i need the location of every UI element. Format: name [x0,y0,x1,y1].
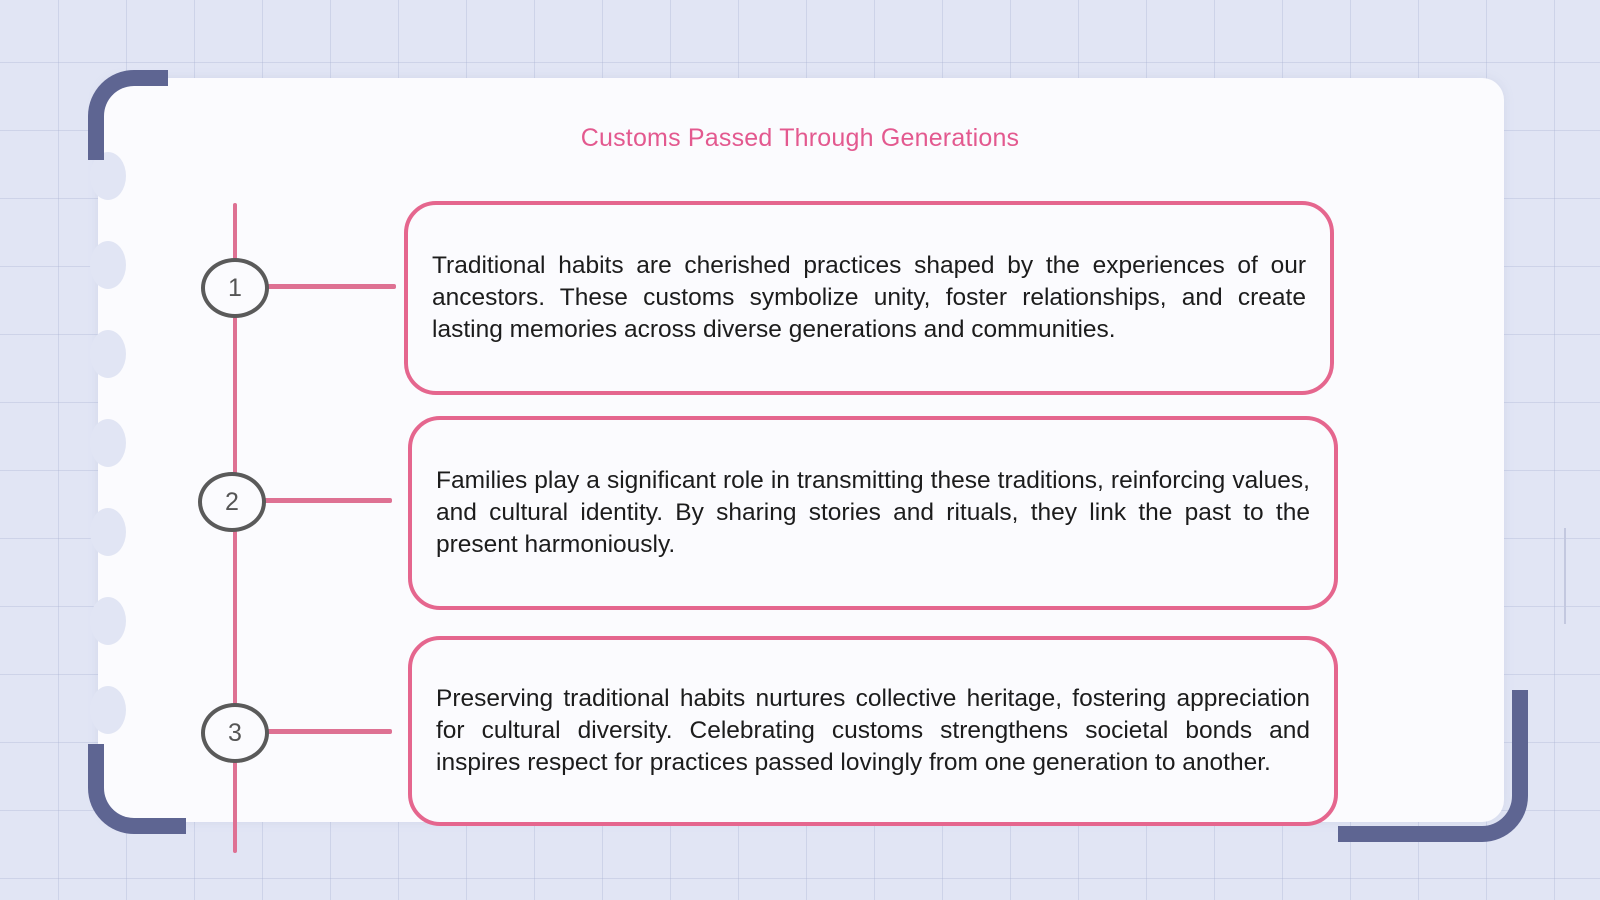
step-card-3 [408,636,1338,826]
step-number: 1 [228,273,242,302]
paper-scallop [90,330,126,378]
paper-scallop [90,419,126,467]
step-card-2 [408,416,1338,610]
step-connector [262,729,392,734]
step-circle-3 [201,703,269,763]
paper-scallop [90,241,126,289]
step-circle-1 [201,258,269,318]
step-text: Families play a significant role in transmitting these traditions, reinforcing values, and cultural identity. By sharing stories and rituals, they link the past to the present harmoniously. [436,467,1310,558]
slide-title: Customs Passed Through Generations [580,124,1020,152]
step-card-1 [404,201,1334,395]
step-number: 3 [228,718,242,747]
step-text: Traditional habits are cherished practices shaped by the experiences of our ancestors. These customs symbolize unity, foster relationships, and create lasting memories across diverse generations and communities. [432,252,1306,343]
paper-scallop [90,597,126,645]
paper-scallop [90,686,126,734]
step-circle-2 [198,472,266,532]
paper-scallop [90,508,126,556]
grid-accent-line [1564,528,1566,624]
step-text: Preserving traditional habits nurtures collective heritage, fostering appreciation for cultural diversity. Celebrating customs strengthens societal bonds and inspires respect for practices passed lovingly from one generation to another. [436,685,1310,776]
frame-bracket-bottom-left [88,744,186,834]
frame-bracket-bottom-right [1338,690,1528,842]
step-connector [262,284,396,289]
step-number: 2 [225,487,239,516]
step-connector [260,498,392,503]
